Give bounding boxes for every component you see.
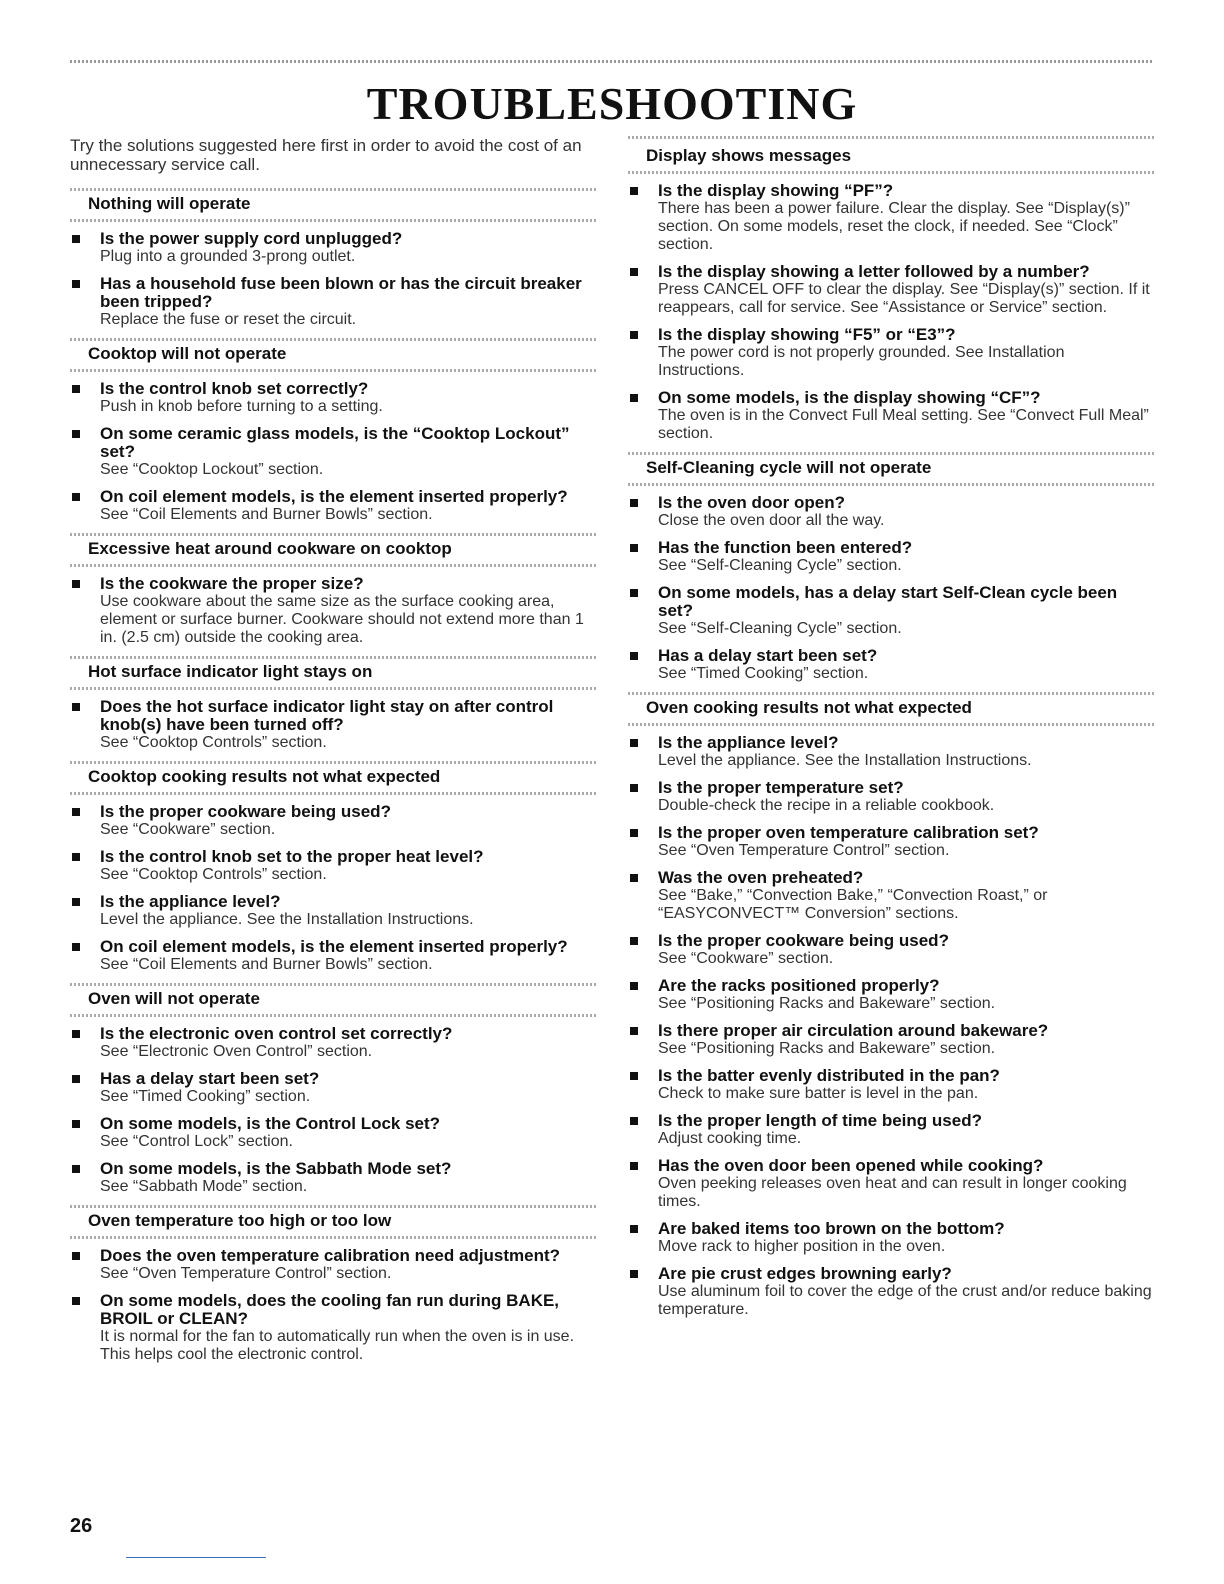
square-bullet-icon	[630, 331, 638, 339]
question-item	[70, 1160, 598, 1196]
square-bullet-icon	[630, 1027, 638, 1035]
square-bullet-icon	[72, 580, 80, 588]
question-text: On some ceramic glass models, is the “Cooktop Lockout” set?	[100, 424, 570, 461]
question-text: Does the oven temperature calibration need adjustment?	[100, 1246, 561, 1265]
question-item	[628, 824, 1154, 860]
section-heading: Excessive heat around cookware on cooktop	[70, 533, 598, 567]
answer-text: Use cookware about the same size as the surface cooking area, element or surface burner. Cookware should not extend more than 1 in. (2.5 cm) outside the cooking area.	[100, 593, 584, 646]
question-item	[628, 263, 1154, 317]
question-text: Is the display showing “PF”?	[658, 181, 894, 200]
question-text: Is the display showing “F5” or “E3”?	[658, 325, 956, 344]
answer-text: Level the appliance. See the Installation Instructions.	[100, 911, 474, 928]
question-text: Has the oven door been opened while cooking?	[658, 1156, 1044, 1175]
answer-text: Close the oven door all the way.	[658, 512, 885, 529]
question-text: On some models, has a delay start Self-Clean cycle been set?	[658, 583, 1118, 620]
intro-text: Try the solutions suggested here first in order to avoid the cost of an unnecessary service call.	[70, 136, 582, 174]
question-item	[628, 1022, 1154, 1058]
section-heading: Oven temperature too high or too low	[70, 1205, 598, 1239]
answer-text: See “Self-Cleaning Cycle” section.	[658, 620, 902, 637]
answer-text: Replace the fuse or reset the circuit.	[100, 311, 357, 328]
question-item	[70, 1247, 598, 1283]
answer-text: Press CANCEL OFF to clear the display. See “Display(s)” section. If it reappears, call for service. See “Assistance or Service” section.	[658, 281, 1150, 316]
square-bullet-icon	[630, 937, 638, 945]
question-item	[70, 848, 598, 884]
question-item	[70, 803, 598, 839]
answer-text: Level the appliance. See the Installation Instructions.	[658, 752, 1032, 769]
question-item	[70, 698, 598, 752]
square-bullet-icon	[630, 829, 638, 837]
question-item	[628, 1157, 1154, 1211]
question-text: Has a delay start been set?	[658, 646, 878, 665]
question-text: Is the electronic oven control set correctly?	[100, 1024, 453, 1043]
square-bullet-icon	[72, 1030, 80, 1038]
answer-text: Move rack to higher position in the oven.	[658, 1238, 946, 1255]
question-text: Is the control knob set to the proper heat level?	[100, 847, 484, 866]
question-item	[628, 779, 1154, 815]
troubleshooting-section	[70, 983, 598, 1196]
answer-text: See “Coil Elements and Burner Bowls” section.	[100, 506, 433, 523]
square-bullet-icon	[72, 1297, 80, 1305]
section-heading: Hot surface indicator light stays on	[70, 656, 598, 690]
question-item	[70, 380, 598, 416]
answer-text: Plug into a grounded 3-prong outlet.	[100, 248, 356, 265]
question-text: Is there proper air circulation around bakeware?	[658, 1021, 1049, 1040]
section-heading: Display shows messages	[628, 136, 1154, 174]
square-bullet-icon	[630, 784, 638, 792]
question-item	[70, 938, 598, 974]
question-text: Is the appliance level?	[100, 892, 281, 911]
question-text: Is the proper cookware being used?	[100, 802, 391, 821]
answer-text: See “Positioning Racks and Bakeware” section.	[658, 995, 996, 1012]
square-bullet-icon	[630, 268, 638, 276]
square-bullet-icon	[72, 1252, 80, 1260]
square-bullet-icon	[630, 394, 638, 402]
question-text: On some models, does the cooling fan run during BAKE, BROIL or CLEAN?	[100, 1291, 560, 1328]
answer-text: There has been a power failure. Clear the display. See “Display(s)” section. On some models, reset the clock, if needed. See “Clock” section.	[658, 200, 1130, 253]
question-text: On some models, is the Control Lock set?	[100, 1114, 441, 1133]
square-bullet-icon	[72, 1075, 80, 1083]
question-text: Is the control knob set correctly?	[100, 379, 369, 398]
question-text: Is the proper cookware being used?	[658, 931, 949, 950]
question-item	[628, 1112, 1154, 1148]
right-sections	[628, 136, 1154, 1319]
question-text: Is the batter evenly distributed in the pan?	[658, 1066, 1000, 1085]
question-list	[70, 230, 598, 329]
answer-text: See “Sabbath Mode” section.	[100, 1178, 308, 1195]
square-bullet-icon	[72, 385, 80, 393]
answer-text: See “Oven Temperature Control” section.	[658, 842, 950, 859]
question-text: Has a delay start been set?	[100, 1069, 320, 1088]
square-bullet-icon	[630, 1117, 638, 1125]
question-item	[628, 734, 1154, 770]
question-text: On coil element models, is the element inserted properly?	[100, 937, 568, 956]
question-item	[628, 1265, 1154, 1319]
square-bullet-icon	[630, 1225, 638, 1233]
question-list	[628, 182, 1154, 443]
question-text: On some models, is the display showing “CF”?	[658, 388, 1041, 407]
answer-text: See “Cooktop Controls” section.	[100, 734, 327, 751]
answer-text: The power cord is not properly grounded. See Installation Instructions.	[658, 344, 1065, 379]
left-sections	[70, 188, 598, 1364]
question-item	[628, 539, 1154, 575]
question-item	[70, 1070, 598, 1106]
troubleshooting-section	[628, 452, 1154, 683]
square-bullet-icon	[72, 235, 80, 243]
square-bullet-icon	[630, 739, 638, 747]
square-bullet-icon	[630, 982, 638, 990]
question-item	[70, 1025, 598, 1061]
answer-text: See “Cookware” section.	[100, 821, 276, 838]
square-bullet-icon	[630, 499, 638, 507]
section-heading: Self-Cleaning cycle will not operate	[628, 452, 1154, 486]
section-heading: Nothing will operate	[70, 188, 598, 222]
question-text: Is the power supply cord unplugged?	[100, 229, 403, 248]
question-list	[70, 575, 598, 647]
top-rule	[70, 60, 1154, 63]
troubleshooting-section	[70, 656, 598, 752]
square-bullet-icon	[630, 874, 638, 882]
square-bullet-icon	[72, 430, 80, 438]
page-number: 26	[70, 1515, 93, 1537]
question-text: Are the racks positioned properly?	[658, 976, 940, 995]
section-heading: Oven cooking results not what expected	[628, 692, 1154, 726]
answer-text: See “Self-Cleaning Cycle” section.	[658, 557, 902, 574]
square-bullet-icon	[72, 808, 80, 816]
question-item	[628, 1067, 1154, 1103]
square-bullet-icon	[630, 652, 638, 660]
square-bullet-icon	[72, 898, 80, 906]
question-item	[70, 275, 598, 329]
question-text: Are pie crust edges browning early?	[658, 1264, 952, 1283]
square-bullet-icon	[72, 1120, 80, 1128]
question-item	[70, 425, 598, 479]
question-item	[70, 230, 598, 266]
question-text: Are baked items too brown on the bottom?	[658, 1219, 1005, 1238]
answer-text: See “Coil Elements and Burner Bowls” section.	[100, 956, 433, 973]
question-item	[70, 1115, 598, 1151]
square-bullet-icon	[630, 1072, 638, 1080]
question-list	[70, 1025, 598, 1196]
answer-text: Check to make sure batter is level in the pan.	[658, 1085, 979, 1102]
section-heading: Cooktop cooking results not what expected	[70, 761, 598, 795]
answer-text: See “Positioning Racks and Bakeware” section.	[658, 1040, 996, 1057]
answer-text: Oven peeking releases oven heat and can result in longer cooking times.	[658, 1175, 1127, 1210]
question-text: Is the appliance level?	[658, 733, 839, 752]
left-column	[70, 136, 598, 1373]
question-list	[628, 494, 1154, 683]
square-bullet-icon	[72, 853, 80, 861]
answer-text: See “Electronic Oven Control” section.	[100, 1043, 373, 1060]
answer-text: See “Bake,” “Convection Bake,” “Convection Roast,” or “EASYCONVECT™ Conversion” sections.	[658, 887, 1048, 922]
question-list	[70, 803, 598, 974]
question-text: Is the display showing a letter followed by a number?	[658, 262, 1090, 281]
answer-text: See “Oven Temperature Control” section.	[100, 1265, 392, 1282]
footer-rule	[126, 1557, 266, 1558]
question-item	[70, 575, 598, 647]
answer-text: See “Cookware” section.	[658, 950, 834, 967]
question-list	[70, 1247, 598, 1364]
square-bullet-icon	[630, 1270, 638, 1278]
troubleshooting-section	[70, 188, 598, 329]
answer-text: See “Cooktop Controls” section.	[100, 866, 327, 883]
question-item	[70, 893, 598, 929]
answer-text: Push in knob before turning to a setting.	[100, 398, 383, 415]
right-column	[628, 136, 1154, 1328]
square-bullet-icon	[72, 280, 80, 288]
question-text: Is the proper oven temperature calibration set?	[658, 823, 1039, 842]
question-item	[628, 1220, 1154, 1256]
troubleshooting-section	[628, 692, 1154, 1319]
question-text: Has a household fuse been blown or has the circuit breaker been tripped?	[100, 274, 582, 311]
answer-text: Adjust cooking time.	[658, 1130, 802, 1147]
question-item	[628, 647, 1154, 683]
troubleshooting-section	[70, 338, 598, 524]
answer-text: The oven is in the Convect Full Meal setting. See “Convect Full Meal” section.	[658, 407, 1149, 442]
question-item	[628, 977, 1154, 1013]
question-text: Is the proper temperature set?	[658, 778, 904, 797]
question-text: Has the function been entered?	[658, 538, 913, 557]
troubleshooting-section	[70, 533, 598, 647]
troubleshooting-section	[70, 761, 598, 974]
square-bullet-icon	[630, 589, 638, 597]
question-list	[70, 380, 598, 524]
square-bullet-icon	[630, 544, 638, 552]
question-text: Is the oven door open?	[658, 493, 846, 512]
question-item	[628, 326, 1154, 380]
answer-text: See “Timed Cooking” section.	[658, 665, 869, 682]
square-bullet-icon	[72, 1165, 80, 1173]
answer-text: See “Cooktop Lockout” section.	[100, 461, 324, 478]
section-heading: Cooktop will not operate	[70, 338, 598, 372]
square-bullet-icon	[630, 1162, 638, 1170]
question-list	[628, 734, 1154, 1319]
question-text: On coil element models, is the element inserted properly?	[100, 487, 568, 506]
question-text: Does the hot surface indicator light stay on after control knob(s) have been turned off?	[100, 697, 554, 734]
question-item	[70, 1292, 598, 1364]
question-item	[628, 389, 1154, 443]
question-text: Is the cookware the proper size?	[100, 574, 364, 593]
answer-text: It is normal for the fan to automatically run when the oven is in use. This helps cool the electronic control.	[100, 1328, 575, 1363]
answer-text: Use aluminum foil to cover the edge of the crust and/or reduce baking temperature.	[658, 1283, 1152, 1318]
question-item	[628, 584, 1154, 638]
answer-text: Double-check the recipe in a reliable cookbook.	[658, 797, 995, 814]
question-item	[628, 869, 1154, 923]
square-bullet-icon	[72, 493, 80, 501]
square-bullet-icon	[72, 703, 80, 711]
question-text: Is the proper length of time being used?	[658, 1111, 982, 1130]
square-bullet-icon	[630, 187, 638, 195]
page-title: TROUBLESHOOTING	[366, 78, 858, 129]
question-text: On some models, is the Sabbath Mode set?	[100, 1159, 452, 1178]
question-item	[628, 494, 1154, 530]
troubleshooting-section	[70, 1205, 598, 1364]
question-text: Was the oven preheated?	[658, 868, 864, 887]
answer-text: See “Control Lock” section.	[100, 1133, 293, 1150]
question-item	[628, 182, 1154, 254]
question-item	[70, 488, 598, 524]
section-heading: Oven will not operate	[70, 983, 598, 1017]
answer-text: See “Timed Cooking” section.	[100, 1088, 311, 1105]
square-bullet-icon	[72, 943, 80, 951]
question-list	[70, 698, 598, 752]
troubleshooting-section	[628, 136, 1154, 443]
question-item	[628, 932, 1154, 968]
